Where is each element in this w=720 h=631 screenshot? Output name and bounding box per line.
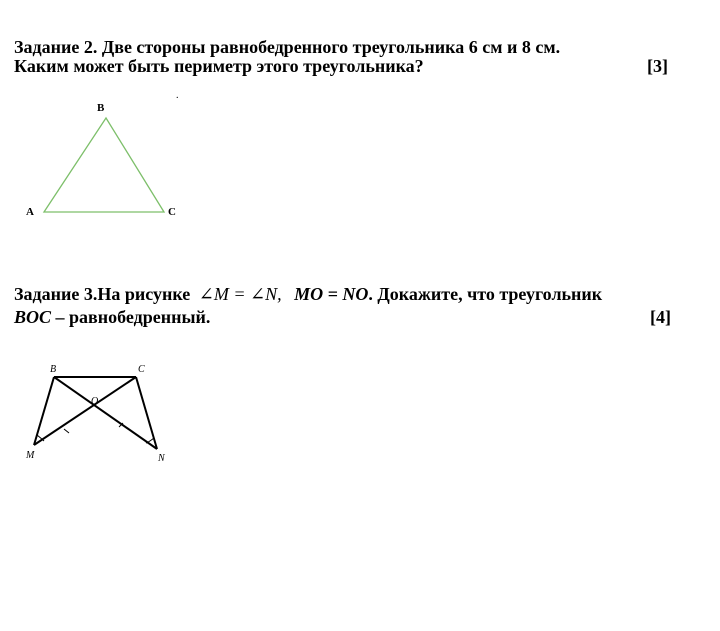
task3-score: [4] bbox=[650, 307, 671, 327]
vertex-label-c: C bbox=[138, 364, 145, 375]
angle-mark-n bbox=[146, 438, 154, 443]
task3-line1-suffix: . Докажите, что треугольник bbox=[368, 284, 603, 304]
vertex-label-a: A bbox=[26, 206, 34, 218]
vertex-label-b: B bbox=[50, 364, 57, 375]
segment-bn bbox=[54, 377, 157, 449]
vertex-label-m: M bbox=[26, 450, 35, 461]
task2-text bbox=[14, 38, 674, 76]
vertex-label-n: N bbox=[158, 453, 165, 464]
crossed-triangles-figure bbox=[18, 358, 178, 468]
task2-score: [3] bbox=[647, 56, 668, 76]
task3-text bbox=[14, 285, 674, 327]
task2-line2: Каким может быть периметр этого треугольника? bbox=[14, 56, 424, 76]
task3-line2-rest: – равнобедренный. bbox=[55, 307, 211, 327]
task3-line1 bbox=[14, 285, 674, 304]
vertex-label-o: O bbox=[91, 396, 99, 407]
task3-line1-prefix: Задание 3.На рисунке bbox=[14, 284, 195, 304]
tick-mark-mo bbox=[64, 429, 69, 433]
task3-triangle-name: BOC bbox=[14, 307, 52, 327]
task3-condition-angles: ∠M = ∠N, bbox=[198, 284, 282, 304]
triangle-abc-figure bbox=[20, 98, 190, 226]
task3-line2-row bbox=[14, 308, 674, 327]
task2-line1: Задание 2. Две стороны равнобедренного треугольника 6 см и 8 см. bbox=[14, 37, 561, 57]
triangle-abc bbox=[44, 118, 164, 212]
vertex-label-b: B bbox=[97, 102, 105, 114]
segment-cm bbox=[34, 377, 136, 445]
task3-condition-sides: MO = NO bbox=[294, 284, 369, 304]
task2-line2-row bbox=[14, 57, 674, 76]
stray-mark: . bbox=[176, 90, 179, 101]
vertex-label-c: C bbox=[168, 206, 176, 218]
